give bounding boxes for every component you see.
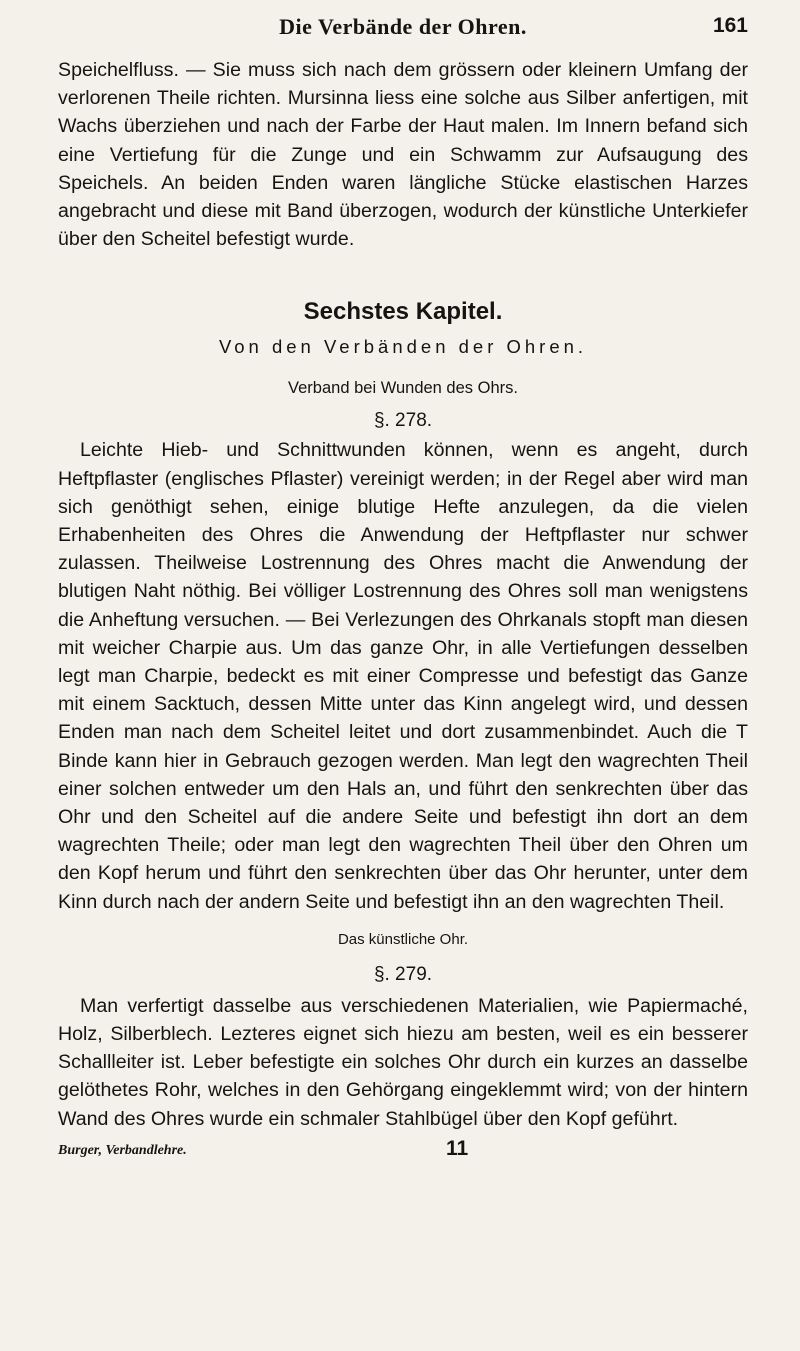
section-279-heading: Das künstliche Ohr. [337, 930, 469, 948]
chapter-title: Sechstes Kapitel. [303, 298, 503, 326]
running-title: Die Verbände der Ohren. [279, 14, 527, 39]
chapter-subtitle: Von den Verbänden der Ohren. [218, 336, 588, 358]
section-278-text: Leichte Hieb- und Schnittwunden können, wenn es angeht, durch Heftpflaster (englisches Pflaster) vereinigt werden; in der Regel aber wird man sich genöthigt sehen, einige blutige Hefte anzulegen, da die vielen Erhabenheiten des Ohres die Anwendung der Heftpflaster nur schwer zulassen. Theilweise Lostrennung des Ohres macht die Anwendung der blutigen Naht nöthig. Bei völliger Lostrennung des Ohres soll man wenigstens die Anheftung versuchen. — Bei Verlezungen des Ohrkanals stopft man diesen mit weicher Charpie aus. Um das ganze Ohr, in alle Vertiefungen desselben legt man Charpie, bedeckt es mit einer Compresse und befestigt das Ganze mit einem Sacktuch, dessen Mitte unter das Kinn angelegt wird, und dessen Enden man nach dem Scheitel leitet und dort zusammenbindet. Auch die T Binde kann hier in Gebrauch gezogen werden. Man legt den wagrechten Theil einer solchen entweder um den Hals an, und führt den senkrechten über das Ohr und den Scheitel auf die andere Seite und befestigt ihn dort an dem wagrechten Theile; oder man legt den wagrechten Theil über den Ohren um den Kopf herum und führt den senkrechten über das Ohr herunter, unter dem Kinn durch nach der andern Seite und befestigt ihn an den wagrechten Theil. [58, 439, 748, 913]
section-278-number: §. 278. [373, 410, 433, 432]
page-header [58, 10, 748, 56]
printer-signature: Burger, Verbandlehre. [58, 1142, 187, 1158]
intro-paragraph: Speichelfluss. — Sie muss sich nach dem grössern oder kleinern Umfang der verlorenen Theile richten. Mursinna liess eine solche aus Silber anfertigen, mit Wachs überziehen und nach der Farbe der Haut malen. Im Innern befand sich eine Vertiefung für die Zunge und ein Schwamm zur Aufsaugung des Speichels. An beiden Enden waren längliche Stücke elastischen Harzes angebracht und diese mit Band überzogen, wodurch der künstliche Unterkiefer über den Scheitel befestigt wurde. [58, 59, 748, 251]
section-279-text: Man verfertigt dasselbe aus verschiedenen Materialien, wie Papiermaché, Holz, Silberblech. Lezteres eignet sich hiezu am besten, weil es ein besserer Schallleiter ist. Leber befestigte ein solches Ohr durch ein kurzes an dasselbe gelöthetes Rohr, welches in den Gehörgang eingeklemmt wird; von der hintern Wand des Ohres wurde ein schmaler Stahlbügel über den Kopf geführt. [58, 994, 748, 1130]
book-page [58, 10, 748, 1165]
page-footer [58, 1137, 748, 1165]
section-278-heading: Verband bei Wunden des Ohrs. [288, 379, 518, 398]
sheet-number: 11 [446, 1136, 469, 1160]
page-number: 161 [712, 14, 748, 37]
section-279-number: §. 279. [373, 963, 433, 985]
